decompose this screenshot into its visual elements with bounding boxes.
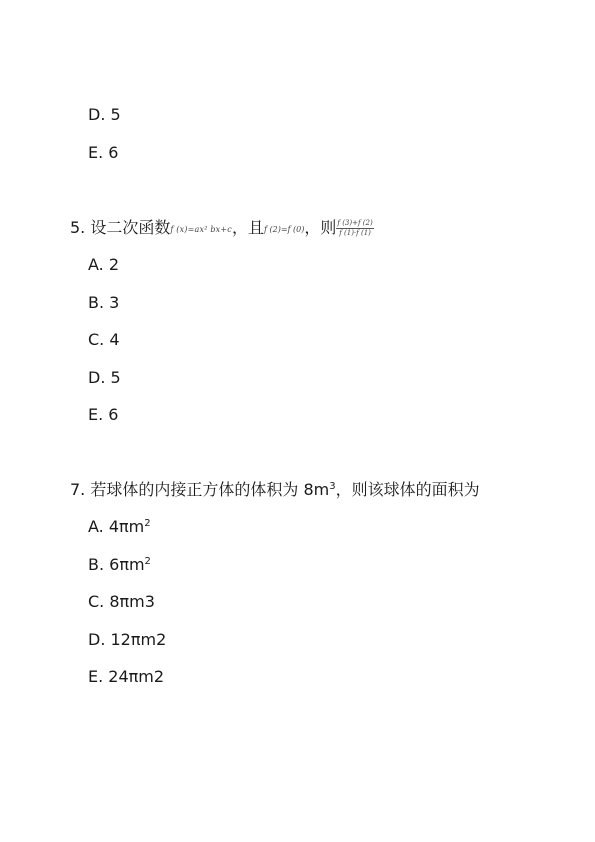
question-7-option-b bbox=[88, 555, 151, 575]
question-5-mid: ，且 bbox=[231, 218, 264, 237]
question-7-option-b-exponent: 2 bbox=[144, 556, 151, 567]
question-7-option-e-text: E. 24πm2 bbox=[88, 667, 165, 686]
question-7-option-c-text: C. 8πm3 bbox=[88, 592, 155, 611]
question-5-function-expr: f (x)=ax² bx+c bbox=[170, 225, 232, 234]
question-7-option-a bbox=[88, 517, 151, 537]
question-5-condition-expr: f (2)=f (0) bbox=[263, 225, 305, 234]
question-7-stem-tail: ，则该球体的面积为 bbox=[335, 480, 480, 499]
prev-option-d: D. 5 bbox=[88, 105, 121, 124]
question-7-stem-exponent: 3 bbox=[329, 481, 336, 492]
question-7-option-d-text: D. 12πm2 bbox=[88, 630, 167, 649]
question-7-stem-main: 7. 若球体的内接正方体的体积为 8m bbox=[70, 480, 330, 499]
question-7-stem bbox=[70, 480, 480, 500]
question-5-option-d: D. 5 bbox=[88, 368, 121, 387]
question-7-option-a-text: A. 4πm bbox=[88, 517, 145, 536]
question-7-option-b-text: B. 6πm bbox=[88, 555, 145, 574]
question-5-fraction bbox=[336, 219, 373, 238]
prev-option-e: E. 6 bbox=[88, 143, 119, 162]
question-5-fraction-denominator: f (1)·f (1) bbox=[339, 229, 371, 237]
question-5-prefix: 5. 设二次函数 bbox=[70, 218, 171, 237]
question-5-fraction-numerator: f (3)+f (2) bbox=[337, 219, 373, 227]
question-7-option-a-exponent: 2 bbox=[144, 518, 151, 529]
question-5-option-b: B. 3 bbox=[88, 293, 120, 312]
question-5-option-c: C. 4 bbox=[88, 330, 120, 349]
question-5-option-a: A. 2 bbox=[88, 255, 120, 274]
question-5-option-e: E. 6 bbox=[88, 405, 119, 424]
question-7-option-e bbox=[88, 667, 164, 687]
question-5-then: ，则 bbox=[304, 218, 337, 237]
question-7-option-c bbox=[88, 592, 155, 612]
question-5-stem bbox=[70, 218, 374, 240]
question-7-option-d bbox=[88, 630, 166, 650]
